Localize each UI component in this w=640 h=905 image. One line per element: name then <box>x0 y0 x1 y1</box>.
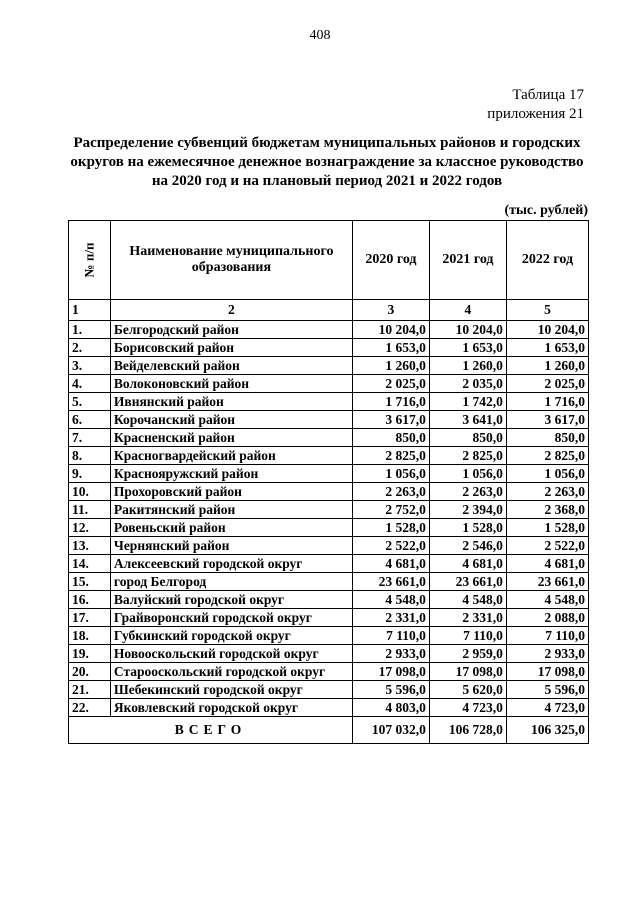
row-value-2021: 7 110,0 <box>429 627 506 645</box>
row-value-2020: 2 522,0 <box>352 537 429 555</box>
row-value-2022: 7 110,0 <box>506 627 588 645</box>
table-row <box>69 573 589 591</box>
table-reference <box>487 86 584 124</box>
row-value-2020: 850,0 <box>352 429 429 447</box>
table-row <box>69 555 589 573</box>
table-row <box>69 591 589 609</box>
row-value-2022: 5 596,0 <box>506 681 588 699</box>
table-row <box>69 465 589 483</box>
row-value-2020: 10 204,0 <box>352 321 429 339</box>
title-line1: Распределение субвенций бюджетам муниципальных районов и городских <box>73 135 581 151</box>
table-row <box>69 483 589 501</box>
row-number: 5. <box>69 393 111 411</box>
row-value-2022: 23 661,0 <box>506 573 588 591</box>
row-value-2022: 4 681,0 <box>506 555 588 573</box>
row-value-2022: 1 056,0 <box>506 465 588 483</box>
table-row <box>69 393 589 411</box>
col-number: 2 <box>110 300 352 321</box>
row-value-2021: 850,0 <box>429 429 506 447</box>
row-number: 17. <box>69 609 111 627</box>
table-row <box>69 663 589 681</box>
col-number: 4 <box>429 300 506 321</box>
row-value-2022: 17 098,0 <box>506 663 588 681</box>
row-value-2021: 4 548,0 <box>429 591 506 609</box>
row-value-2020: 3 617,0 <box>352 411 429 429</box>
row-value-2022: 10 204,0 <box>506 321 588 339</box>
row-value-2021: 2 394,0 <box>429 501 506 519</box>
row-value-2020: 1 716,0 <box>352 393 429 411</box>
table-row <box>69 519 589 537</box>
header-name: Наименование муниципального образования <box>110 221 352 300</box>
row-number: 18. <box>69 627 111 645</box>
row-value-2022: 2 522,0 <box>506 537 588 555</box>
total-2021: 106 728,0 <box>429 717 506 744</box>
row-name: Прохоровский район <box>110 483 352 501</box>
row-number: 1. <box>69 321 111 339</box>
row-value-2021: 2 959,0 <box>429 645 506 663</box>
table-row <box>69 501 589 519</box>
row-number: 15. <box>69 573 111 591</box>
row-value-2022: 4 723,0 <box>506 699 588 717</box>
row-value-2020: 2 825,0 <box>352 447 429 465</box>
row-value-2020: 2 752,0 <box>352 501 429 519</box>
row-number: 2. <box>69 339 111 357</box>
header-2020: 2020 год <box>352 221 429 300</box>
header-row <box>69 221 589 300</box>
row-value-2021: 2 035,0 <box>429 375 506 393</box>
col-number: 3 <box>352 300 429 321</box>
row-number: 21. <box>69 681 111 699</box>
table-ref-line2: приложения 21 <box>487 106 584 122</box>
row-number: 14. <box>69 555 111 573</box>
row-number: 10. <box>69 483 111 501</box>
row-value-2022: 2 088,0 <box>506 609 588 627</box>
row-name: Грайворонский городской округ <box>110 609 352 627</box>
table-ref-line1: Таблица 17 <box>512 87 584 103</box>
row-number: 3. <box>69 357 111 375</box>
row-value-2021: 17 098,0 <box>429 663 506 681</box>
row-value-2022: 2 368,0 <box>506 501 588 519</box>
row-value-2020: 17 098,0 <box>352 663 429 681</box>
row-number: 16. <box>69 591 111 609</box>
subvention-table <box>68 220 589 744</box>
row-value-2021: 23 661,0 <box>429 573 506 591</box>
table-row <box>69 627 589 645</box>
row-name: Вейделевский район <box>110 357 352 375</box>
row-number: 19. <box>69 645 111 663</box>
row-value-2022: 1 653,0 <box>506 339 588 357</box>
row-value-2020: 4 803,0 <box>352 699 429 717</box>
row-value-2020: 1 056,0 <box>352 465 429 483</box>
row-value-2021: 2 331,0 <box>429 609 506 627</box>
row-name: Ивнянский район <box>110 393 352 411</box>
row-name: Ракитянский район <box>110 501 352 519</box>
row-value-2021: 2 263,0 <box>429 483 506 501</box>
row-name: Шебекинский городской округ <box>110 681 352 699</box>
row-value-2021: 1 056,0 <box>429 465 506 483</box>
table-row <box>69 411 589 429</box>
table-row <box>69 699 589 717</box>
row-name: Старооскольский городской округ <box>110 663 352 681</box>
row-name: Новооскольский городской округ <box>110 645 352 663</box>
row-number: 20. <box>69 663 111 681</box>
row-value-2022: 2 825,0 <box>506 447 588 465</box>
row-number: 12. <box>69 519 111 537</box>
row-value-2020: 1 653,0 <box>352 339 429 357</box>
row-value-2021: 1 528,0 <box>429 519 506 537</box>
row-value-2022: 1 260,0 <box>506 357 588 375</box>
table-row <box>69 447 589 465</box>
row-name: Борисовский район <box>110 339 352 357</box>
row-value-2020: 2 025,0 <box>352 375 429 393</box>
row-value-2020: 2 933,0 <box>352 645 429 663</box>
row-name: Губкинский городской округ <box>110 627 352 645</box>
row-value-2022: 1 528,0 <box>506 519 588 537</box>
row-value-2021: 1 653,0 <box>429 339 506 357</box>
page-number: 408 <box>309 28 331 43</box>
row-value-2020: 1 260,0 <box>352 357 429 375</box>
row-value-2021: 4 681,0 <box>429 555 506 573</box>
units-label: (тыс. рублей) <box>504 203 588 218</box>
row-value-2022: 4 548,0 <box>506 591 588 609</box>
row-value-2022: 2 263,0 <box>506 483 588 501</box>
column-number-row <box>69 300 589 321</box>
row-name: Чернянский район <box>110 537 352 555</box>
row-value-2022: 3 617,0 <box>506 411 588 429</box>
row-name: Волоконовский район <box>110 375 352 393</box>
row-value-2021: 10 204,0 <box>429 321 506 339</box>
row-value-2020: 2 331,0 <box>352 609 429 627</box>
row-name: Белгородский район <box>110 321 352 339</box>
row-number: 9. <box>69 465 111 483</box>
total-row <box>69 717 589 744</box>
total-2022: 106 325,0 <box>506 717 588 744</box>
row-value-2022: 2 933,0 <box>506 645 588 663</box>
row-number: 6. <box>69 411 111 429</box>
row-number: 13. <box>69 537 111 555</box>
table-row <box>69 681 589 699</box>
table-row <box>69 321 589 339</box>
row-value-2020: 4 548,0 <box>352 591 429 609</box>
row-value-2021: 3 641,0 <box>429 411 506 429</box>
row-value-2020: 7 110,0 <box>352 627 429 645</box>
col-number: 1 <box>69 300 111 321</box>
row-number: 22. <box>69 699 111 717</box>
row-name: Ровеньский район <box>110 519 352 537</box>
header-2022: 2022 год <box>506 221 588 300</box>
table-row <box>69 429 589 447</box>
row-number: 4. <box>69 375 111 393</box>
table-row <box>69 645 589 663</box>
row-name: Валуйский городской округ <box>110 591 352 609</box>
row-name: Краснояружский район <box>110 465 352 483</box>
row-value-2021: 2 546,0 <box>429 537 506 555</box>
row-name: Алексеевский городской округ <box>110 555 352 573</box>
total-2020: 107 032,0 <box>352 717 429 744</box>
header-2021: 2021 год <box>429 221 506 300</box>
row-value-2020: 2 263,0 <box>352 483 429 501</box>
row-value-2020: 4 681,0 <box>352 555 429 573</box>
row-name: Красненский район <box>110 429 352 447</box>
table-row <box>69 609 589 627</box>
row-value-2021: 1 260,0 <box>429 357 506 375</box>
table-row <box>69 357 589 375</box>
row-number: 8. <box>69 447 111 465</box>
row-number: 7. <box>69 429 111 447</box>
row-value-2021: 2 825,0 <box>429 447 506 465</box>
row-value-2020: 1 528,0 <box>352 519 429 537</box>
row-name: Яковлевский городской округ <box>110 699 352 717</box>
row-value-2020: 5 596,0 <box>352 681 429 699</box>
row-value-2022: 850,0 <box>506 429 588 447</box>
col-number: 5 <box>506 300 588 321</box>
row-value-2021: 1 742,0 <box>429 393 506 411</box>
total-label: ВСЕГО <box>69 717 353 744</box>
table-row <box>69 339 589 357</box>
table-row <box>69 537 589 555</box>
title-line2: округов на ежемесячное денежное вознаграждение за классное руководство <box>70 154 584 170</box>
row-value-2022: 1 716,0 <box>506 393 588 411</box>
row-name: Корочанский район <box>110 411 352 429</box>
header-num: № п/п <box>69 221 111 300</box>
row-value-2022: 2 025,0 <box>506 375 588 393</box>
row-value-2020: 23 661,0 <box>352 573 429 591</box>
row-name: Красногвардейский район <box>110 447 352 465</box>
title-line3: на 2020 год и на плановый период 2021 и 2022 годов <box>151 173 503 189</box>
table-row <box>69 375 589 393</box>
document-title <box>64 134 590 191</box>
row-number: 11. <box>69 501 111 519</box>
row-value-2021: 4 723,0 <box>429 699 506 717</box>
row-value-2021: 5 620,0 <box>429 681 506 699</box>
row-name: город Белгород <box>110 573 352 591</box>
